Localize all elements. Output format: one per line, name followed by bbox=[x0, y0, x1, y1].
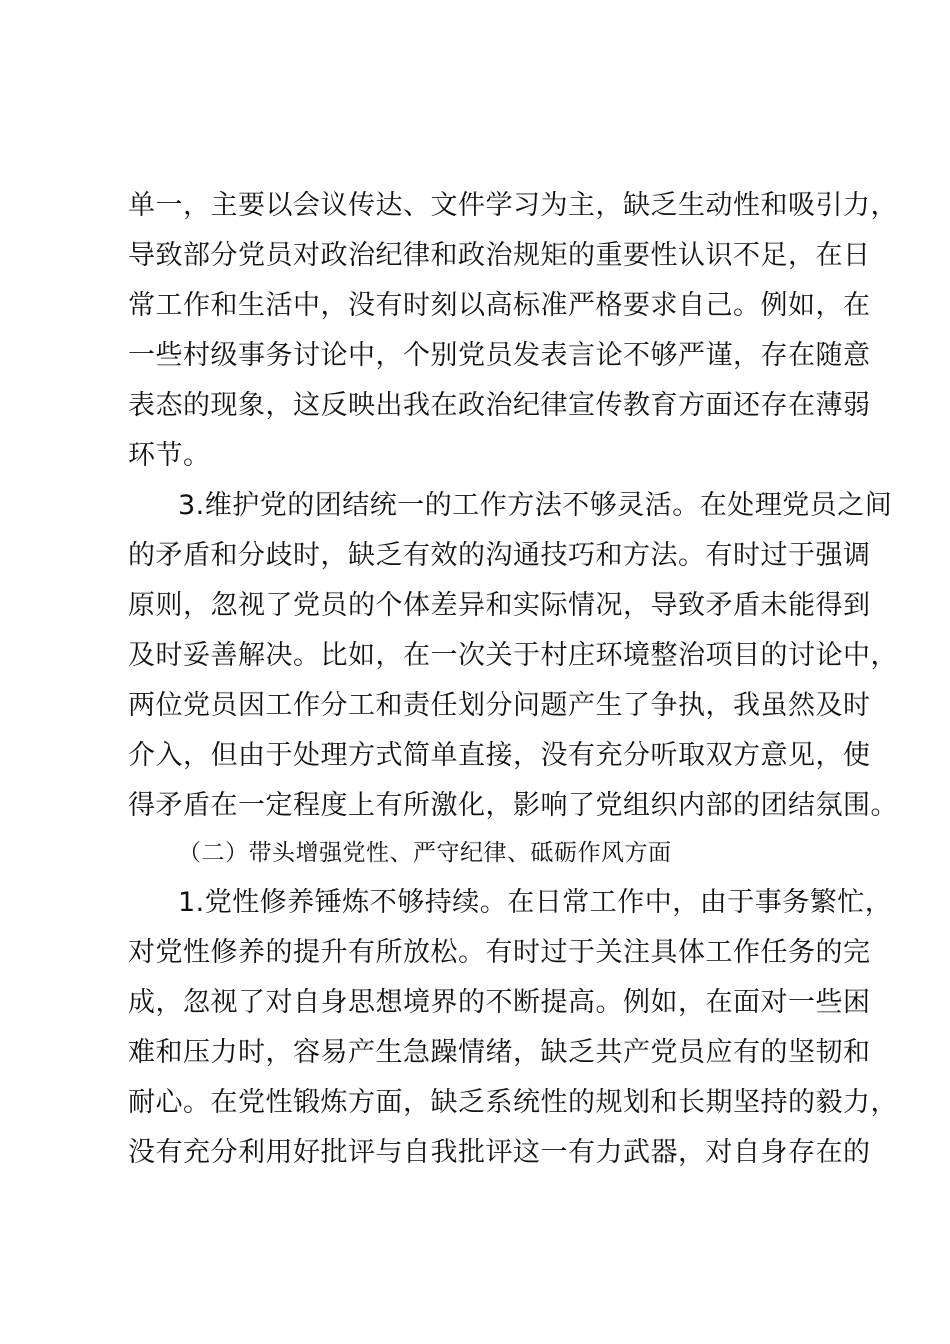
section-heading: （二）带头增强党性、严守纪律、砥砺作风方面 bbox=[178, 840, 672, 866]
text-line-6: 环节。 bbox=[128, 440, 211, 471]
text-line-12: 介入，但由于处理方式简单直接，没有充分听取双方意见，使 bbox=[128, 740, 871, 771]
text-line-5: 表态的现象，这反映出我在政治纪律宣传教育方面还存在薄弱 bbox=[128, 390, 871, 421]
text-line-10: 及时妥善解决。比如，在一次关于村庄环境整治项目的讨论中， bbox=[128, 640, 898, 671]
text-line-20: 没有充分利用好批评与自我批评这一有力武器，对自身存在的 bbox=[128, 1137, 871, 1168]
text-line-18: 难和压力时，容易产生急躁情绪，缺乏共产党员应有的坚韧和 bbox=[128, 1037, 871, 1068]
text-line-2: 导致部分党员对政治纪律和政治规矩的重要性认识不足，在日 bbox=[128, 240, 871, 271]
text-line-8: 的矛盾和分歧时，缺乏有效的沟通技巧和方法。有时过于强调 bbox=[128, 540, 871, 571]
text-line-3: 常工作和生活中，没有时刻以高标准严格要求自己。例如，在 bbox=[128, 290, 871, 321]
text-line-13: 得矛盾在一定程度上有所激化，影响了党组织内部的团结氛围。 bbox=[128, 790, 898, 821]
text-line-4: 一些村级事务讨论中，个别党员发表言论不够严谨，存在随意 bbox=[128, 340, 871, 371]
text-line-19: 耐心。在党性锻炼方面，缺乏系统性的规划和长期坚持的毅力， bbox=[128, 1087, 898, 1118]
text-line-7: 3.维护党的团结统一的工作方法不够灵活。在处理党员之间 bbox=[178, 490, 893, 521]
text-line-1: 单一，主要以会议传达、文件学习为主，缺乏生动性和吸引力， bbox=[128, 190, 898, 221]
text-line-15: 1.党性修养锤炼不够持续。在日常工作中，由于事务繁忙， bbox=[178, 887, 893, 918]
text-line-9: 原则，忽视了党员的个体差异和实际情况，导致矛盾未能得到 bbox=[128, 590, 871, 621]
text-line-16: 对党性修养的提升有所放松。有时过于关注具体工作任务的完 bbox=[128, 937, 871, 968]
text-line-11: 两位党员因工作分工和责任划分问题产生了争执，我虽然及时 bbox=[128, 690, 871, 721]
text-line-17: 成，忽视了对自身思想境界的不断提高。例如，在面对一些困 bbox=[128, 987, 871, 1018]
